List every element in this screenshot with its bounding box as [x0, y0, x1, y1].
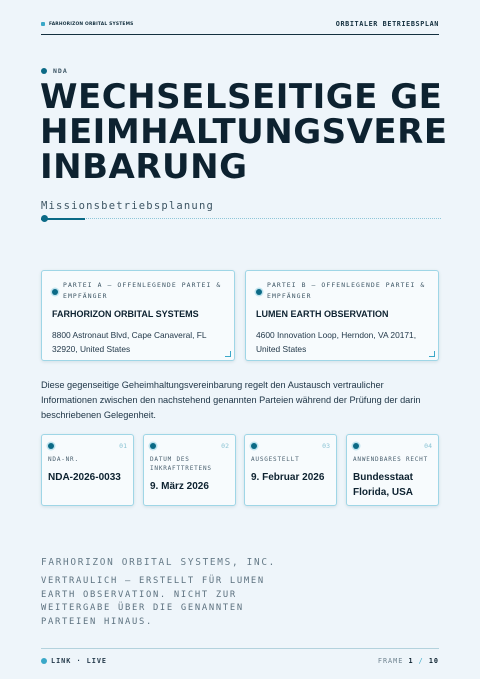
info-label: DATUM DES INKRAFTTRETENS [150, 456, 212, 472]
confidential-notice: VERTRAULICH — ERSTELLT FÜR LUMEN EARTH OBSERVATION. NICHT ZUR WEITERGABE ÜBER DIE GENANNTEN PARTEIEN HINAUS. [41, 576, 265, 627]
doc-tag [41, 67, 68, 75]
brand-name: FARHORIZON ORBITAL SYSTEMS [49, 21, 134, 27]
party-role: PARTEI A — OFFENLEGENDE PARTEI & EMPFÄNGER [63, 281, 222, 300]
party-card-head [256, 280, 428, 302]
progress-knob [41, 215, 48, 222]
info-dot-icon [48, 443, 54, 449]
corner-mark-icon [225, 351, 231, 357]
info-card-nda-number [41, 434, 134, 506]
info-card-top [251, 435, 330, 455]
info-value: NDA-2026-0033 [48, 472, 121, 483]
frame-counter [378, 657, 439, 665]
info-card-effective-date [143, 434, 236, 506]
bottom-bar [41, 648, 439, 672]
info-card-governing-law [346, 434, 439, 506]
party-card-head [52, 280, 224, 302]
party-name: LUMEN EARTH OBSERVATION [256, 309, 389, 319]
frame-label: FRAME [377, 656, 404, 665]
info-dot-icon [150, 443, 156, 449]
progress-dotted-line [41, 218, 441, 219]
link-status-text: LINK · LIVE [51, 656, 108, 665]
info-value: Bundesstaat Florida, USA [353, 472, 414, 498]
frame-total: 10 [428, 656, 439, 665]
party-name: FARHORIZON ORBITAL SYSTEMS [52, 309, 199, 319]
tag-dot-icon [41, 68, 47, 74]
brand-logo-icon [41, 22, 45, 26]
party-dot-icon [256, 289, 262, 295]
corner-mark-icon [429, 351, 435, 357]
info-card-top [150, 435, 229, 455]
progress-track [41, 215, 441, 223]
frame-current: 1 [408, 656, 414, 665]
frame-separator: / [418, 656, 424, 665]
party-card-b [245, 270, 439, 361]
brand [41, 22, 134, 27]
info-label: ANWENDBARES RECHT [353, 456, 429, 463]
info-card-issued [244, 434, 337, 506]
intro-paragraph: Diese gegenseitige Geheimhaltungsvereinbarung regelt den Austausch vertraulicher Informationen zwischen den nachstehend genannten Parteien während der Prüfung der darin beschriebenen Gelegenheit. [41, 380, 421, 420]
info-dot-icon [251, 443, 257, 449]
info-index: 01 [119, 442, 127, 450]
party-address: 8800 Astronaut Blvd, Cape Canaveral, FL 32920, United States [52, 330, 207, 354]
tag-text: NDA [53, 67, 68, 75]
info-label: AUSGESTELLT [251, 456, 300, 463]
info-card-top [48, 435, 127, 455]
info-index: 03 [322, 442, 330, 450]
info-card-top [353, 435, 432, 455]
info-index: 04 [424, 442, 432, 450]
link-status [41, 657, 107, 665]
live-dot-icon [41, 658, 47, 664]
company-name: FARHORIZON ORBITAL SYSTEMS, INC. [41, 557, 277, 568]
party-address: 4600 Innovation Loop, Herndon, VA 20171, United States [256, 330, 417, 354]
info-value: 9. Februar 2026 [251, 472, 325, 483]
info-index: 02 [221, 442, 229, 450]
plan-label: ORBITALER BETRIEBSPLAN [335, 20, 439, 28]
party-dot-icon [52, 289, 58, 295]
info-value: 9. März 2026 [150, 481, 209, 492]
top-bar [41, 14, 439, 35]
info-label: NDA-NR. [48, 456, 79, 463]
party-card-a [41, 270, 235, 361]
page-subtitle: Missionsbetriebsplanung [41, 200, 214, 212]
party-role: PARTEI B — OFFENLEGENDE PARTEI & EMPFÄNGER [267, 281, 426, 300]
page-title: WECHSELSEITIGE GEHEIMHALTUNGSVEREINBARUNG [40, 77, 448, 187]
info-dot-icon [353, 443, 359, 449]
